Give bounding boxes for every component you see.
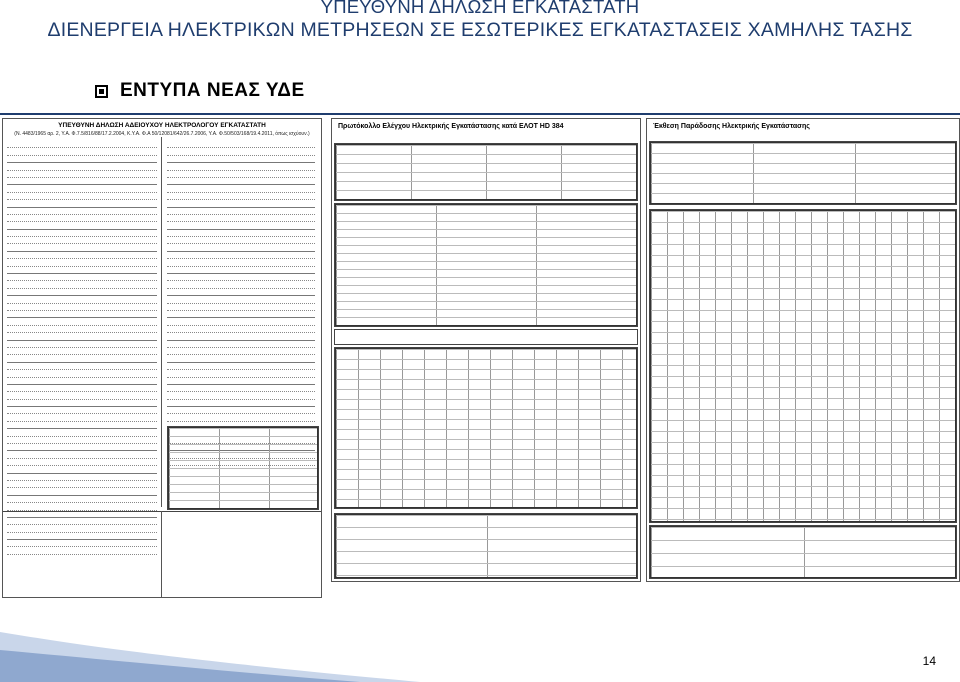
form-ruled-line bbox=[167, 230, 315, 237]
form-ruled-line bbox=[167, 378, 315, 385]
form-handover-report bbox=[646, 118, 960, 582]
form-declaration bbox=[2, 118, 322, 598]
form-ruled-line bbox=[7, 141, 157, 148]
form-declaration-right-lines bbox=[167, 141, 315, 466]
form-ruled-line bbox=[167, 259, 315, 266]
form-ruled-line bbox=[7, 474, 157, 481]
form-ruled-line bbox=[7, 459, 157, 466]
form-ruled-line bbox=[167, 193, 315, 200]
form-handover-signatures bbox=[649, 525, 957, 579]
form-ruled-line bbox=[7, 163, 157, 170]
form-ruled-line bbox=[7, 533, 157, 540]
form-ruled-line bbox=[167, 274, 315, 281]
form-ruled-line bbox=[7, 267, 157, 274]
form-ruled-line bbox=[7, 370, 157, 377]
form-ruled-line bbox=[7, 503, 157, 510]
square-bullet-icon bbox=[95, 85, 108, 98]
form-ruled-line bbox=[7, 200, 157, 207]
form-declaration-table bbox=[167, 426, 319, 510]
form-ruled-line bbox=[7, 437, 157, 444]
form-ruled-line bbox=[7, 281, 157, 288]
form-ruled-line bbox=[167, 244, 315, 251]
form-ruled-line bbox=[167, 252, 315, 259]
decorative-swoosh bbox=[0, 592, 420, 682]
form-ruled-line bbox=[167, 296, 315, 303]
form-ruled-line bbox=[7, 444, 157, 451]
form-ruled-line bbox=[7, 540, 157, 547]
form-ruled-line bbox=[7, 259, 157, 266]
form-ruled-line bbox=[7, 429, 157, 436]
form-ruled-line bbox=[167, 215, 315, 222]
form-ruled-line bbox=[7, 333, 157, 340]
form-ruled-line bbox=[7, 355, 157, 362]
form-ruled-line bbox=[7, 222, 157, 229]
form-ruled-line bbox=[7, 185, 157, 192]
form-ruled-line bbox=[167, 171, 315, 178]
form-ruled-line bbox=[167, 363, 315, 370]
form-ruled-line bbox=[7, 252, 157, 259]
form-inspection-protocol-title: Πρωτόκολλο Ελέγχου Ηλεκτρικής Εγκατάστασης κατά ΕΛΟΤ HD 384 bbox=[338, 123, 564, 130]
form-ruled-line bbox=[7, 326, 157, 333]
form-declaration-subtitle: (Ν. 4483/1965 αρ. 2, Υ.Α. Φ.7.5/816/88/17.2.2004, Κ.Υ.Α. Φ.Α 50/12081/642/26.7.2006, Υ.Α. Φ.50/503/168/19.4.2011, όπως ισχύουν.) bbox=[14, 131, 310, 137]
form-ruled-line bbox=[167, 281, 315, 288]
slide-number: 14 bbox=[922, 654, 936, 668]
form-ruled-line bbox=[7, 148, 157, 155]
form-ruled-line bbox=[167, 163, 315, 170]
form-ruled-line bbox=[167, 156, 315, 163]
form-ruled-line bbox=[167, 200, 315, 207]
form-ruled-line bbox=[7, 171, 157, 178]
form-ruled-line bbox=[7, 318, 157, 325]
form-ruled-line bbox=[167, 141, 315, 148]
form-ruled-line bbox=[7, 237, 157, 244]
form-ruled-line bbox=[7, 481, 157, 488]
form-ruled-line bbox=[167, 208, 315, 215]
title-line-1: ΥΠΕΥΘΥΝΗ ΔΗΛΩΣΗ ΕΓΚΑΤΑΣΤΑΤΗ bbox=[320, 0, 640, 17]
form-ruled-line bbox=[167, 178, 315, 185]
form-ruled-line bbox=[7, 193, 157, 200]
form-ruled-line bbox=[7, 348, 157, 355]
form-ruled-line bbox=[7, 422, 157, 429]
form-ruled-line bbox=[7, 274, 157, 281]
form-ruled-line bbox=[167, 304, 315, 311]
form-ruled-line bbox=[167, 148, 315, 155]
form-ruled-line bbox=[167, 326, 315, 333]
form-ruled-line bbox=[167, 385, 315, 392]
form-ruled-line bbox=[7, 400, 157, 407]
form-ruled-line bbox=[7, 378, 157, 385]
form-ruled-line bbox=[7, 244, 157, 251]
form-ruled-line bbox=[7, 496, 157, 503]
form-ruled-line bbox=[167, 348, 315, 355]
form-ruled-line bbox=[7, 451, 157, 458]
form-ruled-line bbox=[7, 525, 157, 532]
form-ruled-line bbox=[7, 289, 157, 296]
form-inspection-checklist bbox=[334, 203, 638, 327]
form-ruled-line bbox=[167, 289, 315, 296]
form-ruled-line bbox=[167, 237, 315, 244]
form-ruled-line bbox=[7, 311, 157, 318]
form-handover-header-box bbox=[649, 141, 957, 205]
form-inspection-signatures bbox=[334, 513, 638, 579]
form-declaration-title: ΥΠΕΥΘΥΝΗ ΔΗΛΩΣΗ ΑΔΕΙΟΥΧΟΥ ΗΛΕΚΤΡΟΛΟΓΟΥ ΕΓΚΑΤΑΣΤΑΤΗ bbox=[58, 122, 266, 129]
form-ruled-line bbox=[167, 414, 315, 421]
form-ruled-line bbox=[167, 407, 315, 414]
form-ruled-line bbox=[7, 156, 157, 163]
form-ruled-line bbox=[7, 407, 157, 414]
form-inspection-band bbox=[334, 329, 638, 345]
form-declaration-left-lines bbox=[7, 141, 157, 555]
bullet-row bbox=[95, 80, 305, 102]
form-ruled-line bbox=[7, 414, 157, 421]
form-ruled-line bbox=[7, 488, 157, 495]
form-inspection-protocol bbox=[331, 118, 641, 582]
title-line-2: ΔΙΕΝΕΡΓΕΙΑ ΗΛΕΚΤΡΙΚΩΝ ΜΕΤΡΗΣΕΩΝ ΣΕ ΕΣΩΤΕΡΙΚΕΣ ΕΓΚΑΤΑΣΤΑΣΕΙΣ ΧΑΜΗΛΗΣ ΤΑΣΗΣ bbox=[47, 19, 913, 41]
form-ruled-line bbox=[167, 355, 315, 362]
form-ruled-line bbox=[167, 370, 315, 377]
form-ruled-line bbox=[167, 333, 315, 340]
form-ruled-line bbox=[7, 296, 157, 303]
header-rule bbox=[0, 113, 960, 115]
form-declaration-column-divider bbox=[161, 137, 162, 507]
form-ruled-line bbox=[7, 466, 157, 473]
form-ruled-line bbox=[167, 185, 315, 192]
form-ruled-line bbox=[167, 267, 315, 274]
form-ruled-line bbox=[7, 341, 157, 348]
form-handover-report-title: Έκθεση Παράδοσης Ηλεκτρικής Εγκατάστασης bbox=[653, 123, 810, 130]
bullet-text: ΕΝΤΥΠΑ ΝΕΑΣ ΥΔΕ bbox=[120, 80, 305, 101]
form-ruled-line bbox=[167, 222, 315, 229]
form-declaration-sign-divider bbox=[161, 511, 162, 597]
form-ruled-line bbox=[7, 215, 157, 222]
form-ruled-line bbox=[7, 363, 157, 370]
form-handover-circuit-table bbox=[649, 209, 957, 523]
form-ruled-line bbox=[7, 304, 157, 311]
form-ruled-line bbox=[7, 385, 157, 392]
form-ruled-line bbox=[7, 208, 157, 215]
form-ruled-line bbox=[7, 178, 157, 185]
form-ruled-line bbox=[167, 392, 315, 399]
form-ruled-line bbox=[7, 230, 157, 237]
form-ruled-line bbox=[7, 392, 157, 399]
form-declaration-sign-rule bbox=[3, 511, 321, 512]
form-inspection-measurements bbox=[334, 347, 638, 509]
form-ruled-line bbox=[7, 518, 157, 525]
form-ruled-line bbox=[167, 318, 315, 325]
form-ruled-line bbox=[167, 311, 315, 318]
form-inspection-header-box bbox=[334, 143, 638, 201]
form-ruled-line bbox=[7, 547, 157, 554]
form-ruled-line bbox=[167, 400, 315, 407]
form-ruled-line bbox=[167, 341, 315, 348]
